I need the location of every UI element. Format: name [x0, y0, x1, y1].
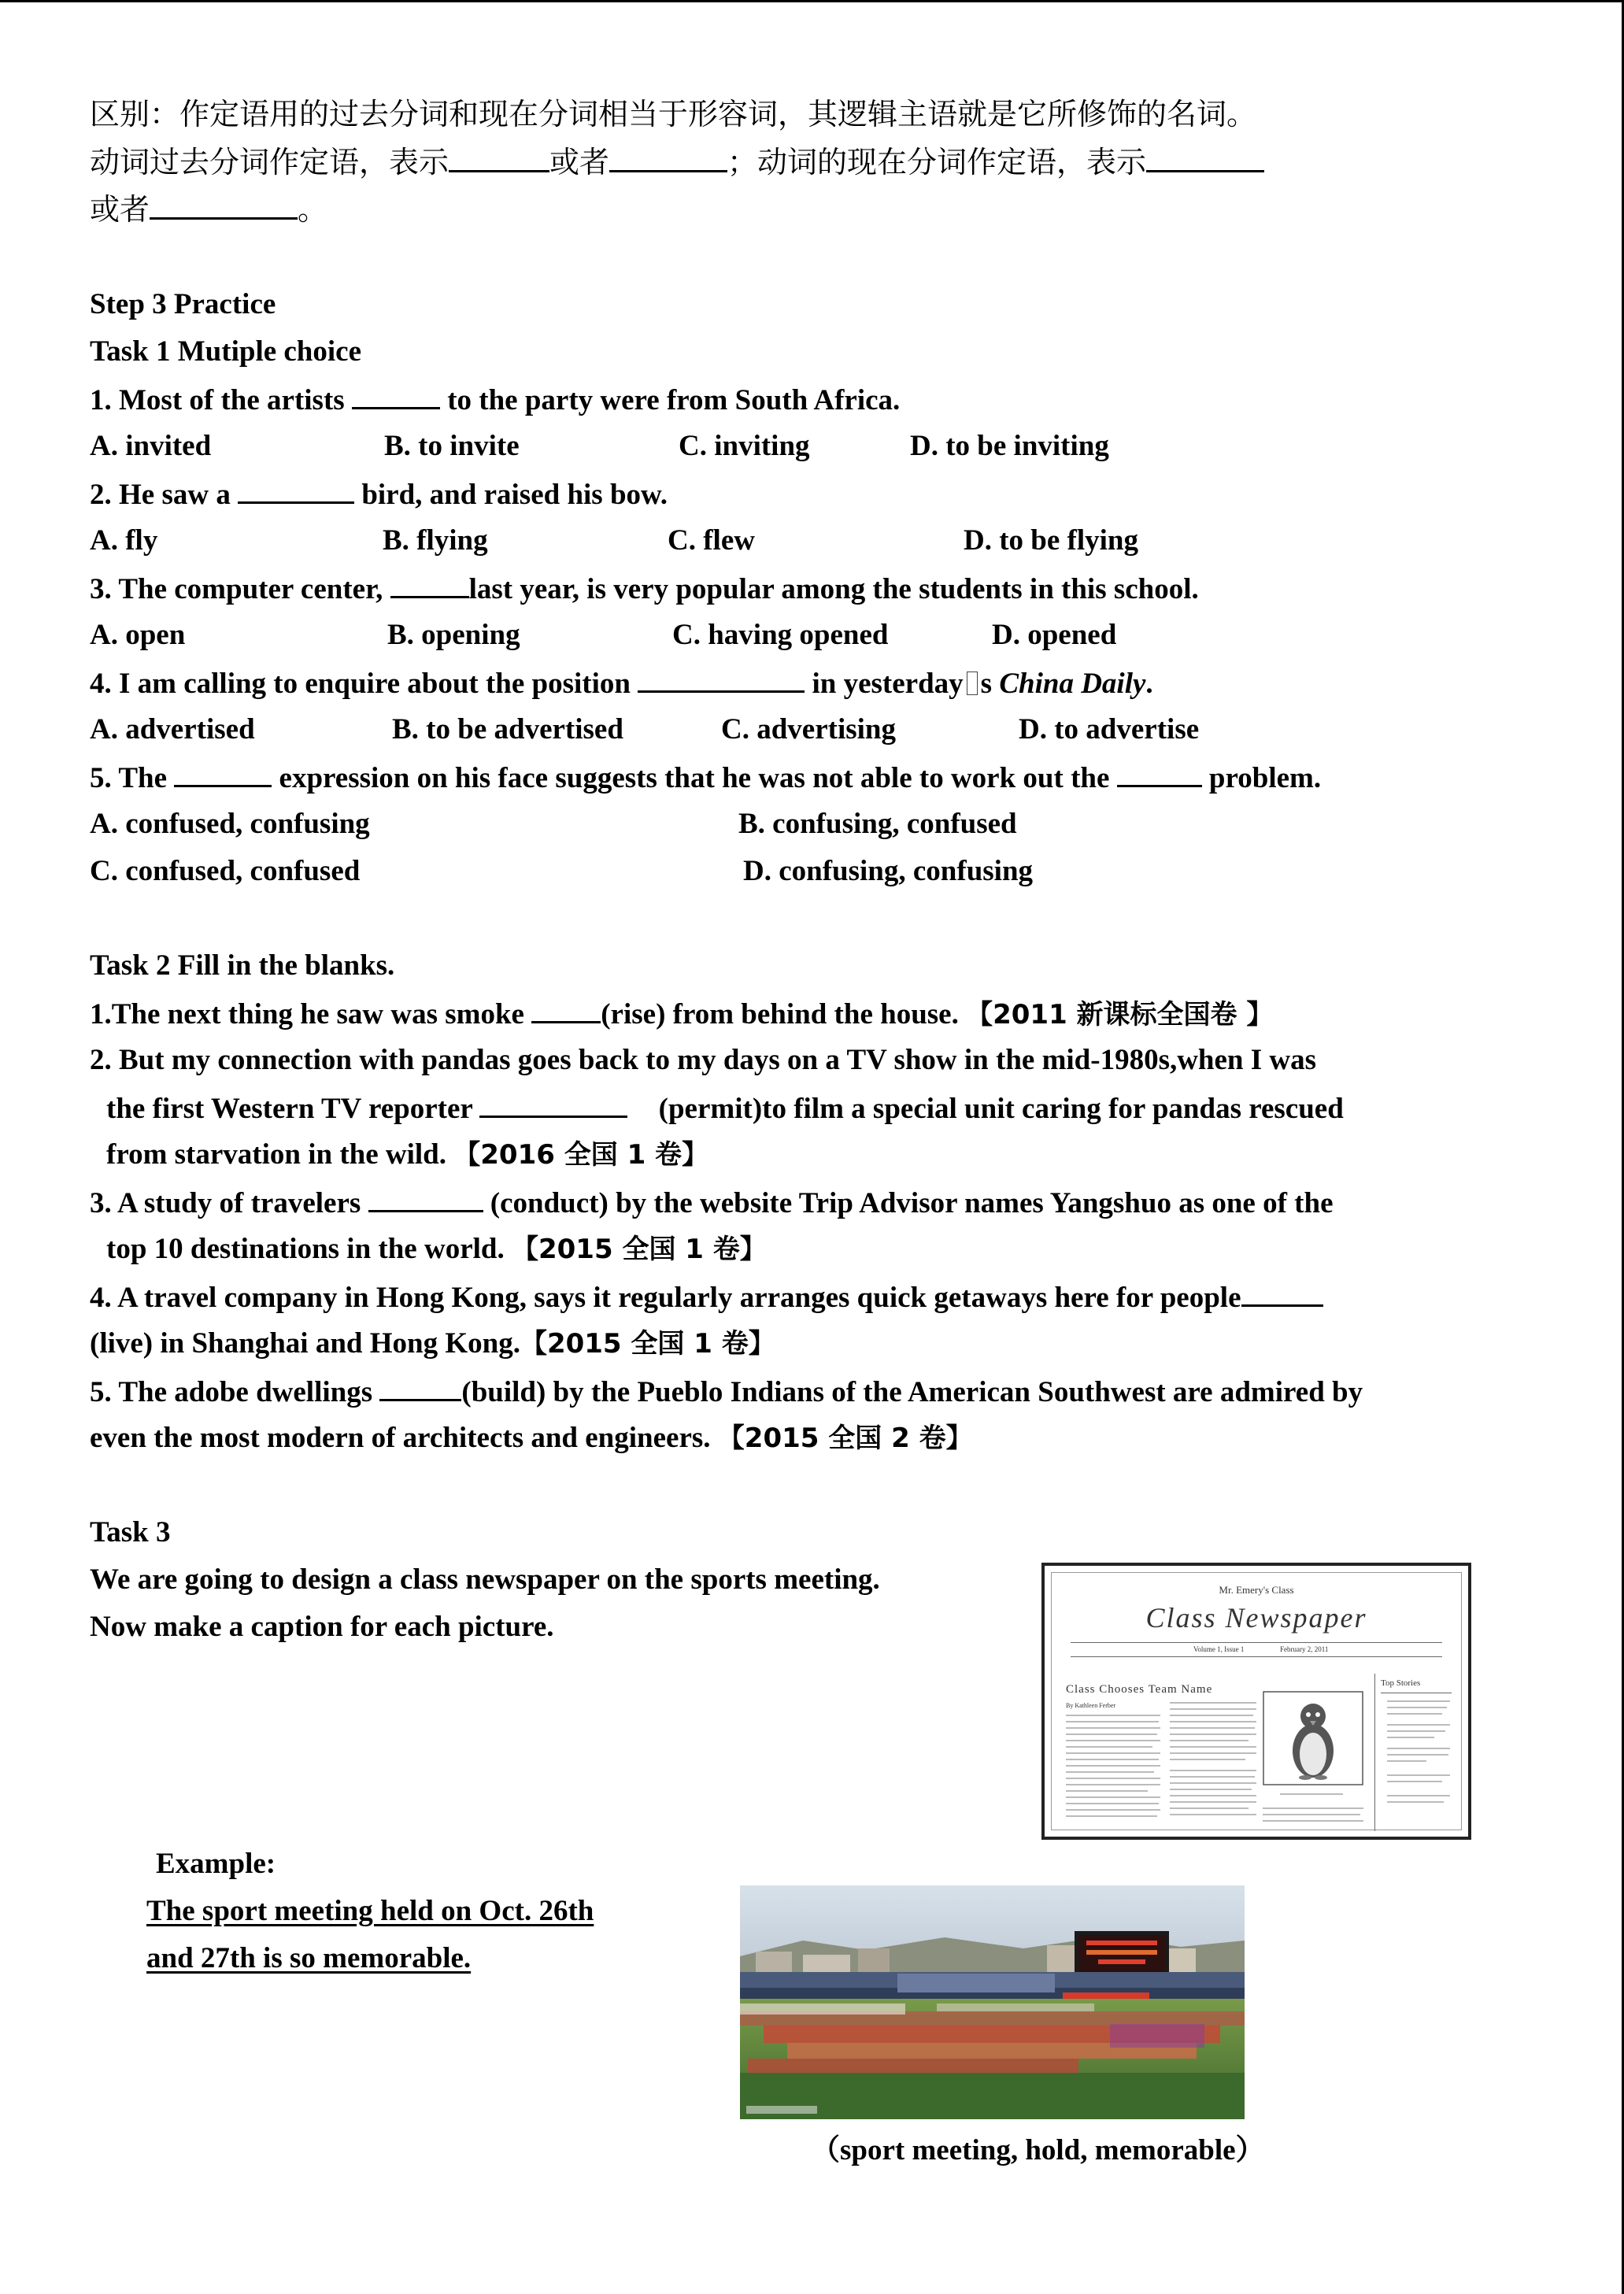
task2-title: Task 2 Fill in the blanks.: [90, 949, 395, 982]
sidebar-title: Top Stories: [1381, 1678, 1421, 1688]
fill-question-1: 1.The next thing he saw was smoke (rise) from behind the house. 【2011 新课标全国卷 】: [90, 994, 1273, 1034]
example-caption-line-1: The sport meeting held on Oct. 26th: [146, 1895, 594, 1927]
option[interactable]: B. opening: [387, 619, 520, 651]
source-tag: 【2016 全国 1 卷】: [453, 1139, 709, 1171]
option[interactable]: C. flew: [668, 524, 755, 557]
fill-question-5-line-1: 5. The adobe dwellings (build) by the Pueblo Indians of the American Southwest are admired by: [90, 1372, 1363, 1412]
option[interactable]: D. to be inviting: [910, 430, 1109, 462]
question-5: 5. The expression on his face suggests that he was not able to work out the problem.: [90, 758, 1321, 797]
task1-title: Task 1 Mutiple choice: [90, 335, 362, 368]
picture-caption: （sport meeting, hold, memorable）: [811, 2134, 1265, 2166]
sports-meeting-photo: [740, 1885, 1245, 2119]
step3-title: Step 3 Practice: [90, 288, 276, 320]
question-2: 2. He saw a bird, and raised his bow.: [90, 475, 668, 514]
blank[interactable]: [379, 1372, 461, 1401]
option[interactable]: D. opened: [992, 619, 1117, 651]
option[interactable]: A. confused, confusing: [90, 808, 370, 840]
question-3: 3. The computer center, last year, is very popular among the students in this school.: [90, 569, 1199, 609]
source-tag: 【2015 全国 1 卷】: [511, 1234, 767, 1265]
fill-question-3-line-2: top 10 destinations in the world. 【2015 全国 1 卷】: [106, 1233, 767, 1265]
newspaper-headline: Class Chooses Team Name: [1066, 1683, 1213, 1696]
example-caption-line-2: and 27th is so memorable.: [146, 1942, 472, 1974]
task3-title: Task 3: [90, 1516, 171, 1548]
blank[interactable]: [352, 380, 440, 409]
source-tag: 【2015 全国 2 卷】: [717, 1423, 973, 1454]
fill-question-5-line-2: even the most modern of architects and engineers. 【2015 全国 2 卷】: [90, 1422, 973, 1454]
newspaper-rule: [1071, 1656, 1442, 1657]
class-newspaper-image: [1041, 1563, 1471, 1840]
newspaper-title: Class Newspaper: [1145, 1602, 1367, 1634]
intro-line-1: 区别：作定语用的过去分词和现在分词相当于形容词，其逻辑主语就是它所修饰的名词。: [90, 97, 1257, 131]
page-frame-top: [0, 0, 1624, 2]
option[interactable]: A. invited: [90, 430, 212, 462]
task3-line-1: We are going to design a class newspaper on the sports meeting.: [90, 1563, 880, 1596]
blank[interactable]: [1117, 758, 1202, 787]
blank[interactable]: [638, 664, 805, 693]
blank[interactable]: [390, 569, 469, 598]
source-tag: 【2011 新课标全国卷 】: [966, 999, 1274, 1030]
question-1: 1. Most of the artists to the party were from South Africa.: [90, 380, 900, 420]
blank[interactable]: [449, 143, 549, 172]
blank[interactable]: [150, 191, 298, 220]
blank[interactable]: [1146, 143, 1264, 172]
option[interactable]: C. inviting: [679, 430, 810, 462]
newspaper-byline: By Kathleen Ferber: [1066, 1702, 1116, 1709]
fill-question-4-line-2: (live) in Shanghai and Hong Kong.【2015 全国 1 卷】: [90, 1327, 775, 1360]
sidebar-divider: [1374, 1674, 1375, 1831]
blank[interactable]: [1241, 1278, 1323, 1307]
fill-question-2-line-1: 2. But my connection with pandas goes back to my days on a TV show in the mid-1980s,when I was: [90, 1044, 1317, 1076]
newspaper-issue: Volume 1, Issue 1: [1193, 1645, 1245, 1653]
option[interactable]: C. having opened: [672, 619, 889, 651]
option[interactable]: A. open: [90, 619, 186, 651]
option[interactable]: B. confusing, confused: [738, 808, 1017, 840]
newspaper-rule: [1071, 1642, 1442, 1643]
intro-line-3: 或者 。: [90, 192, 328, 227]
newspaper-date: February 2, 2011: [1280, 1645, 1329, 1653]
option[interactable]: C. confused, confused: [90, 855, 361, 887]
option[interactable]: C. advertising: [721, 713, 896, 746]
blank[interactable]: [174, 758, 272, 787]
example-label: Example:: [156, 1848, 276, 1880]
newspaper-class-label: Mr. Emery's Class: [1219, 1584, 1294, 1596]
source-tag: 【2015 全国 1 卷】: [520, 1328, 775, 1360]
option[interactable]: B. flying: [383, 524, 488, 557]
option[interactable]: A. advertised: [90, 713, 255, 746]
fill-question-3-line-1: 3. A study of travelers (conduct) by the website Trip Advisor names Yangshuo as one of the: [90, 1183, 1334, 1223]
option[interactable]: B. to invite: [384, 430, 520, 462]
fill-question-4-line-1: 4. A travel company in Hong Kong, says it regularly arranges quick getaways here for people: [90, 1278, 1323, 1317]
option[interactable]: D. to advertise: [1019, 713, 1200, 746]
stadium-scene: [740, 1885, 1245, 2119]
option[interactable]: D. confusing, confusing: [743, 855, 1034, 887]
option[interactable]: D. to be flying: [964, 524, 1138, 557]
option[interactable]: A. fly: [90, 524, 158, 557]
missing-glyph-icon: [967, 672, 978, 695]
blank[interactable]: [368, 1183, 483, 1212]
blank[interactable]: [479, 1089, 627, 1118]
question-4: 4. I am calling to enquire about the position in yesterday s China Daily.: [90, 664, 1153, 703]
intro-line-2: 动词过去分词作定语，表示 或者 ；动词的现在分词作定语，表示: [90, 143, 1264, 181]
fill-question-2-line-2: the first Western TV reporter (permit)to film a special unit caring for pandas rescued: [106, 1089, 1344, 1128]
blank[interactable]: [531, 994, 601, 1023]
option[interactable]: B. to be advertised: [392, 713, 623, 746]
penguin-illustration: [1263, 1691, 1363, 1785]
task3-line-2: Now make a caption for each picture.: [90, 1611, 554, 1643]
blank[interactable]: [238, 475, 354, 504]
blank[interactable]: [609, 143, 727, 172]
fill-question-2-line-3: from starvation in the wild. 【2016 全国 1 卷】: [106, 1138, 709, 1171]
